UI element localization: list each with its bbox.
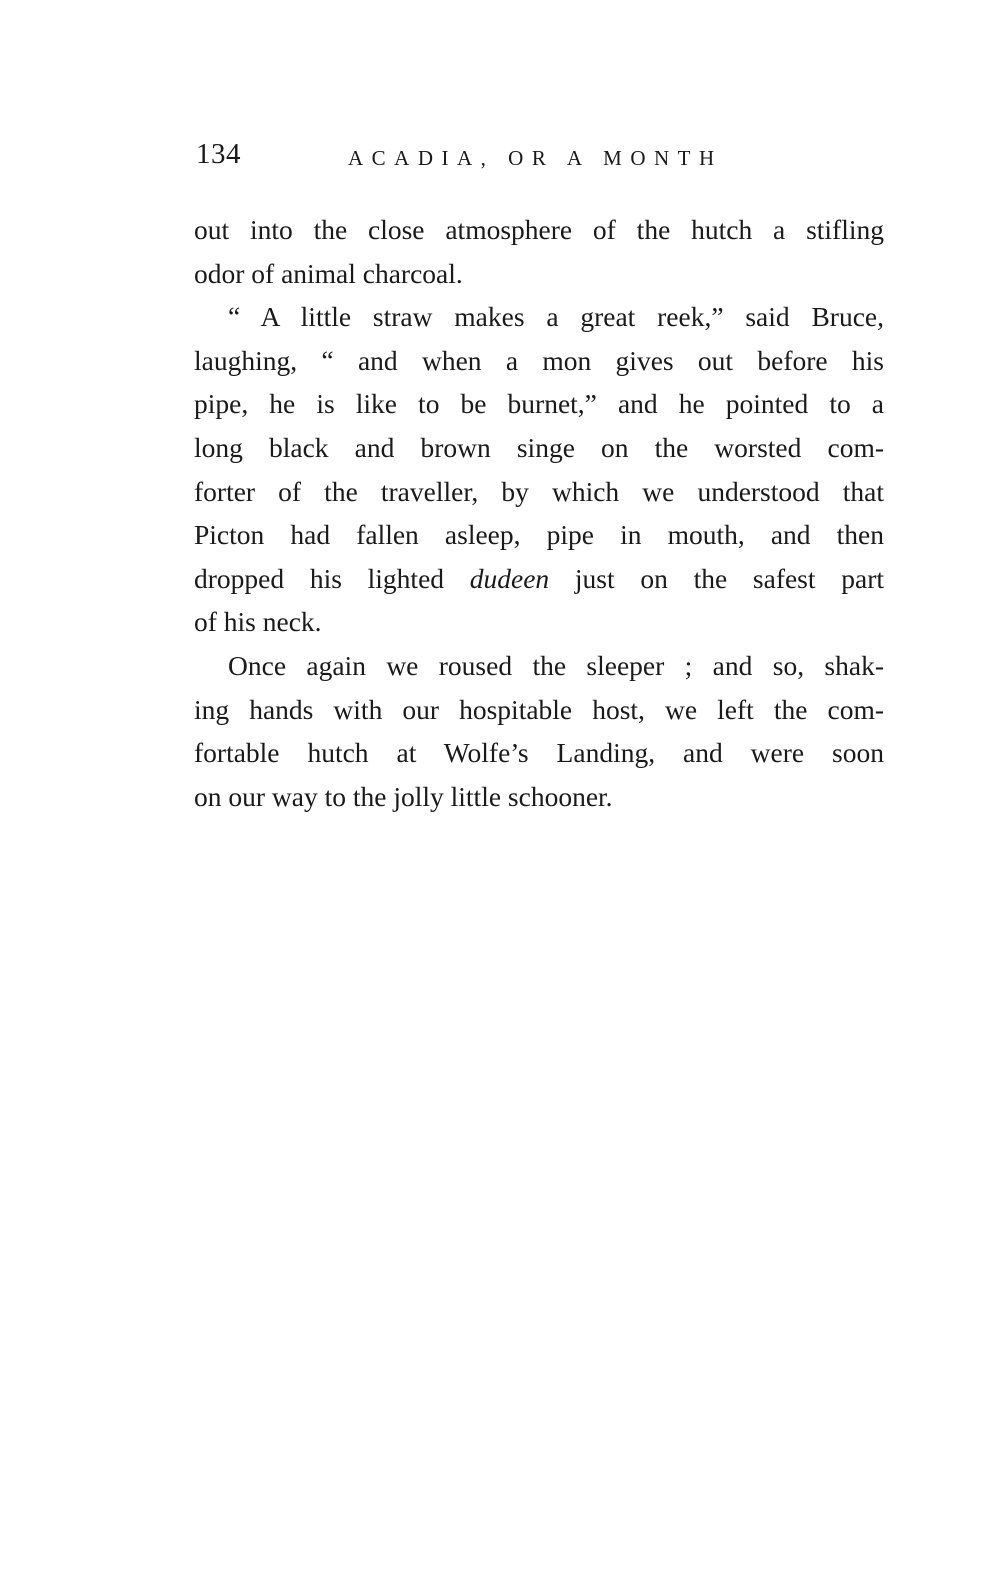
running-head [196, 138, 756, 182]
text-line: ing hands with our hospitable host, we left the com- [194, 693, 884, 725]
body-text [194, 208, 884, 818]
text-line: on our way to the jolly little schooner. [194, 780, 613, 812]
paragraph [194, 208, 884, 295]
text-line: fortable hutch at Wolfe’s Landing, and were soon [194, 737, 884, 769]
paragraph [194, 295, 884, 644]
text-segment: just on the safest part [549, 562, 884, 594]
text-line: pipe, he is like to be burnet,” and he pointed to a [194, 388, 884, 420]
text-line: forter of the traveller, by which we understood that [194, 475, 884, 507]
paragraph [194, 644, 884, 818]
text-line: laughing, “ and when a mon gives out before his [194, 344, 884, 376]
running-title: ACADIA, OR A MONTH [348, 146, 723, 170]
text-line: Picton had fallen asleep, pipe in mouth, and then [194, 519, 884, 551]
text-line: out into the close atmosphere of the hutch a stifling [194, 214, 884, 245]
text-line: Once again we roused the sleeper ; and so, shak- [228, 649, 884, 681]
page-number: 134 [196, 138, 241, 170]
text-line: “ A little straw makes a great reek,” said Bruce, [228, 301, 884, 333]
text-line: of his neck. [194, 606, 322, 638]
text-line [194, 557, 884, 601]
text-segment: dropped his lighted [194, 562, 470, 594]
text-line: long black and brown singe on the worsted com- [194, 431, 884, 463]
text-line: odor of animal charcoal. [194, 257, 463, 289]
italic-word: dudeen [469, 562, 550, 594]
